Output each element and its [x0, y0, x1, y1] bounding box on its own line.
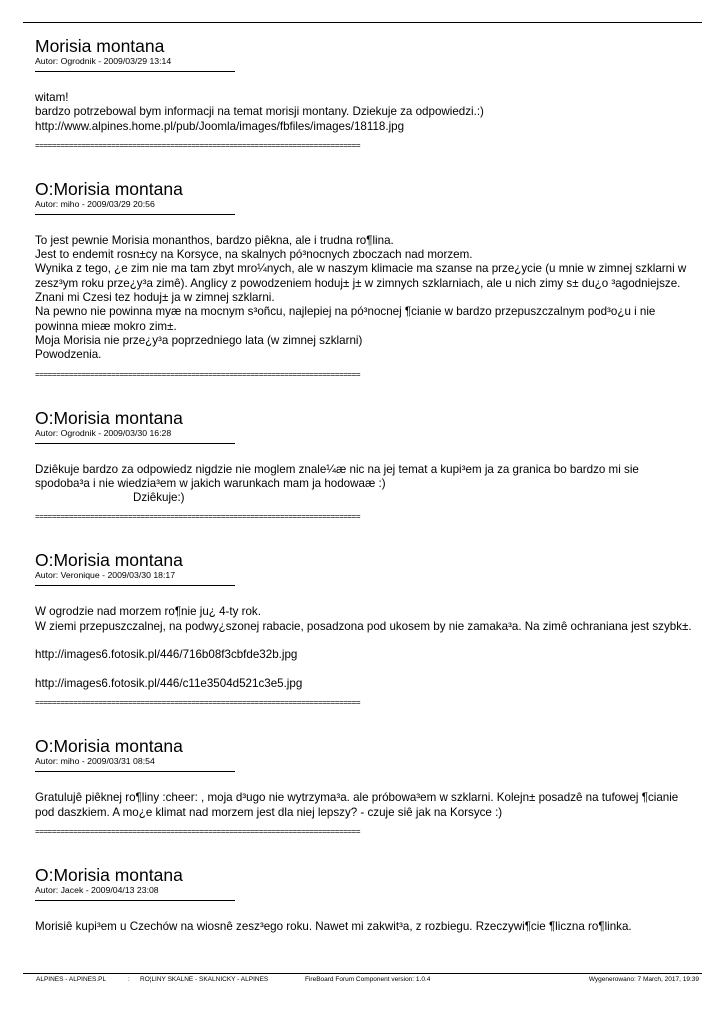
post-link[interactable]: http://images6.fotosik.pl/446/c11e3504d521c3e5.jpg: [35, 676, 303, 690]
post-text: Morisiê kupi³em u Czechów na wiosnê zesz³ego roku. Nawet mi zakwit³a, z rozbiegu. Rzeczywi¶cie ¶liczna ro¶linka.: [35, 919, 632, 933]
post-body: [35, 91, 695, 134]
post-list: [35, 36, 695, 934]
meta-divider: [35, 585, 235, 586]
post-title: O:Morisia montana: [35, 178, 183, 199]
post-title: Morisia montana: [35, 36, 165, 56]
post-meta: Autor: Ogrodnik - 2009/03/29 13:14: [35, 56, 172, 66]
post: [35, 736, 695, 837]
post-text: witam!: [35, 91, 69, 104]
post-separator: =============================================================================: [35, 512, 361, 522]
post-separator: =============================================================================: [35, 140, 361, 150]
footer-colon: :: [128, 976, 130, 983]
top-rule: [23, 22, 702, 23]
post: [35, 550, 695, 708]
post-text: Na pewno nie powinna myæ na mocnym s³oñcu, najlepiej na pó³nocnej ¶cianie w bardzo przepuszczalnym pod³o¿u i nie powinna mieæ mokro zim±.: [35, 305, 656, 333]
meta-divider: [35, 900, 235, 901]
post: [35, 179, 695, 380]
post-body: [35, 234, 695, 363]
post-text: Dziêkuje:): [133, 491, 185, 505]
post-text: Wynika z tego, ¿e zim nie ma tam zbyt mro¼nych, ale w naszym klimacie ma szanse na prze¿ycie (u mnie w zimnej szklarni w zesz³ym roku prze¿y³a zimê). Anglicy z powodzeniem hoduj± j± w zimnych szklarniach, ale u nich zimy s± du¿o ³agodniejsze.: [35, 262, 687, 290]
post-text: Dziêkuje bardzo za odpowiedz nigdzie nie moglem znale¼æ nic na jej temat a kupi³em ja za granica bo bardzo mi sie spodoba³a i nie wiedzia³em w jakich warunkach mam ja hodowaæ :): [35, 462, 639, 490]
meta-divider: [35, 771, 235, 772]
post-body: [35, 791, 695, 820]
post-meta: Autor: miho - 2009/03/29 20:56: [35, 198, 155, 209]
page-footer: [0, 976, 725, 988]
post-meta: Autor: Jacek - 2009/04/13 23:08: [35, 884, 159, 895]
meta-divider: [35, 71, 235, 72]
post-text: Powodzenia.: [35, 348, 102, 362]
blank-line: [35, 634, 695, 648]
post-body: [35, 605, 695, 691]
post-text: Znani mi Czesi tez hoduj± ja w zimnej szklarni.: [35, 291, 275, 305]
post-text: Gratulujê piêknej ro¶liny :cheer: , moja d³ugo nie wytrzyma³a. ale próbowa³em w szklarni. Kolejn± posadzê na tufowej ¶cianie pod daszkiem. A mo¿e klimat nad morzem jest dla niej lepszy? - czuje siê jak na Korsyce :): [35, 791, 679, 819]
meta-divider: [35, 443, 235, 444]
post-body: [35, 920, 695, 934]
post-meta: Autor: Veronique - 2009/03/30 18:17: [35, 570, 176, 581]
post-title: O:Morisia montana: [35, 550, 183, 571]
post: [35, 408, 695, 523]
post-separator: =============================================================================: [35, 826, 361, 836]
post-text: bardzo potrzebowal bym informacji na temat morisji montany. Dziekuje za odpowiedzi.:): [35, 105, 484, 119]
footer-rule: [23, 973, 702, 974]
post-separator: =============================================================================: [35, 369, 361, 379]
footer-section: RO¦LINY SKALNE - SKALNICKY - ALPINES: [140, 976, 269, 983]
post-text: W ziemi przepuszczalnej, na podwy¿szonej rabacie, posadzona pod ukosem by nie zamaka³a. Na zimê ochraniana jest szybk±.: [35, 619, 692, 633]
footer-component: FireBoard Forum Component version: 1.0.4: [305, 976, 431, 983]
post-text: Moja Morisia nie prze¿y³a poprzedniego lata (w zimnej szklarni): [35, 333, 363, 347]
post-text: W ogrodzie nad morzem ro¶nie ju¿ 4-ty rok.: [35, 605, 261, 619]
post-link[interactable]: http://images6.fotosik.pl/446/716b08f3cbfde32b.jpg: [35, 648, 298, 662]
footer-generated: Wygenerowano: 7 March, 2017, 19:39: [588, 976, 699, 983]
meta-divider: [35, 214, 235, 215]
post-title: O:Morisia montana: [35, 864, 183, 885]
post: [35, 865, 695, 934]
post-title: O:Morisia montana: [35, 736, 183, 757]
post-separator: =============================================================================: [35, 698, 361, 708]
post: [35, 36, 695, 151]
post-meta: Autor: miho - 2009/03/31 08:54: [35, 756, 155, 767]
blank-line: [35, 663, 695, 677]
post-body: [35, 463, 695, 506]
footer-site: ALPINES - ALPINES.PL: [36, 976, 107, 983]
post-text: Jest to endemit rosn±cy na Korsyce, na skalnych pó³nocnych zboczach nad morzem.: [35, 248, 473, 262]
post-link[interactable]: http://www.alpines.home.pl/pub/Joomla/images/fbfiles/images/18118.jpg: [35, 119, 405, 133]
post-title: O:Morisia montana: [35, 407, 183, 428]
post-text: To jest pewnie Morisia monanthos, bardzo piêkna, ale i trudna ro¶lina.: [35, 233, 394, 247]
post-meta: Autor: Ogrodnik - 2009/03/30 16:28: [35, 427, 172, 438]
